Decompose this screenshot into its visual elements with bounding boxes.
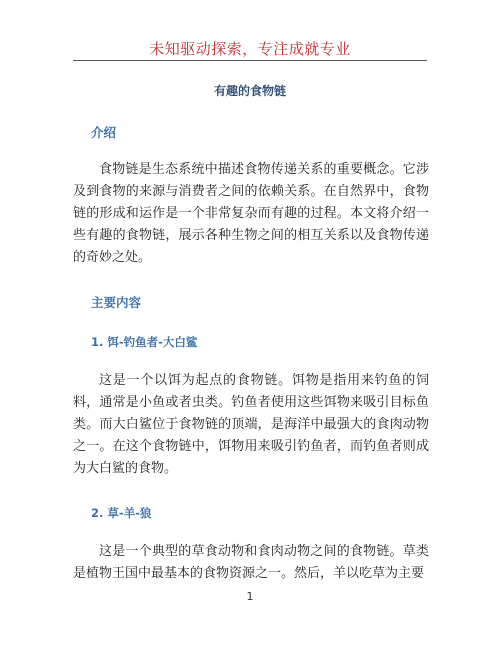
page-number: 1 (246, 590, 254, 603)
header-divider (73, 60, 427, 61)
main-content-heading: 主要内容 (91, 295, 142, 310)
section-2-paragraph: 这是一个典型的草食动物和食肉动物之间的食物链。草类是植物王国中最基本的食物资源之一。然后，羊以吃草为主要 (73, 544, 429, 581)
section-1-paragraph: 这是一个以饵为起点的食物链。饵物是指用来钓鱼的饲料，通常是小鱼或者虫类。钓鱼者使用这些饵物来吸引目标鱼类。而大白鲨位于食物链的顶端，是海洋中最强大的食肉动物之一。在这个食物链中，饵物用来吸引钓鱼者，而钓鱼者则成为大白鲨的食物。 (73, 373, 429, 476)
document-title: 有趣的食物链 (213, 84, 286, 98)
section-2-heading: 2. 草-羊-狼 (91, 506, 152, 520)
intro-paragraph: 食物链是生态系统中描述食物传递关系的重要概念。它涉及到食物的来源与消费者之间的依赖关系。在自然界中，食物链的形成和运作是一个非常复杂而有趣的过程。本文将介绍一些有趣的食物链，展示各种生物之间的相互关系以及食物传递的奇妙之处。 (73, 162, 429, 265)
intro-heading: 介绍 (91, 125, 117, 140)
page-header: 未知驱动探索，专注成就专业 (149, 40, 351, 58)
section-1-heading: 1. 饵-钓鱼者-大白鲨 (91, 335, 198, 349)
